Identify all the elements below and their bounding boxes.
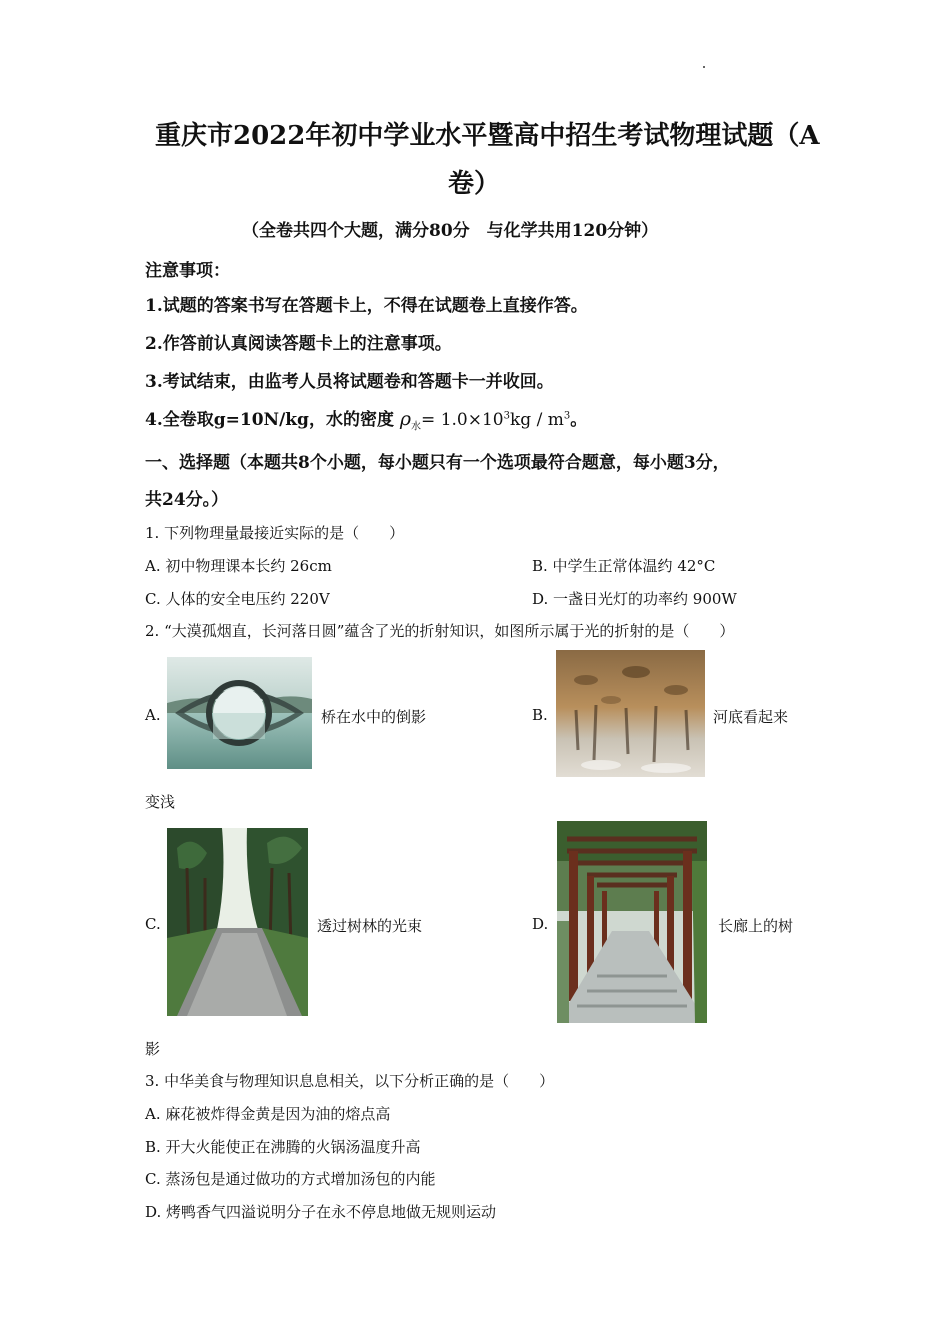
q3-option-a: A. 麻花被炸得金黄是因为油的熔点高 (145, 1105, 391, 1123)
corridor-shadow-photo (557, 821, 707, 1023)
q1-stem: 1. 下列物理量最接近实际的是（ ） (145, 524, 405, 542)
density-value: = 1.0×10 (421, 410, 504, 430)
q2-option-c-label: C. (145, 915, 161, 933)
q1-option-d: D. 一盏日光灯的功率约 900W (532, 590, 737, 608)
note-item-4-end: 。 (570, 410, 588, 430)
density-exponent: 3 (503, 410, 510, 422)
density-subscript: 水 (411, 421, 422, 433)
forest-light-beam-photo (167, 828, 308, 1016)
exam-title-line2: 卷） (448, 169, 501, 199)
density-unit-exponent: 3 (563, 410, 571, 422)
exam-subtitle: （全卷共四个大题，满分80分 与化学共用120分钟） (242, 221, 659, 241)
exam-title-line1: 重庆市2022年初中学业水平暨高中招生考试物理试题（A (155, 121, 820, 151)
note-item-1: 1.试题的答案书写在答题卡上，不得在试题卷上直接作答。 (145, 296, 588, 316)
section1-heading-line1: 一、选择题（本题共8个小题，每小题只有一个选项最符合题意，每小题3分， (145, 453, 730, 473)
q2-option-d-text-wrap: 影 (145, 1040, 161, 1058)
q2-option-b-text: 河底看起来 (713, 708, 789, 726)
q1-option-a: A. 初中物理课本长约 26cm (145, 557, 332, 575)
notes-heading: 注意事项： (145, 261, 230, 281)
density-unit: kg / m (509, 410, 564, 430)
note-item-4-prefix: 4.全卷取g=10N/kg，水的密度 (145, 410, 394, 430)
section1-heading-line2: 共24分。） (145, 490, 229, 510)
bridge-reflection-photo (167, 657, 312, 769)
q2-option-b-text-wrap: 变浅 (145, 793, 176, 811)
riverbed-photo (556, 650, 705, 777)
q3-option-c: C. 蒸汤包是通过做功的方式增加汤包的内能 (145, 1170, 436, 1188)
q1-option-b: B. 中学生正常体温约 42°C (532, 557, 716, 575)
note-item-2: 2.作答前认真阅读答题卡上的注意事项。 (145, 334, 452, 354)
q2-stem: 2. “大漠孤烟直，长河落日圆”蕴含了光的折射知识，如图所示属于光的折射的是（ ） (145, 622, 735, 640)
density-symbol: ρ (399, 408, 412, 430)
note-item-4 (145, 405, 587, 432)
q2-option-a-label: A. (145, 706, 161, 724)
q3-option-d: D. 烤鸭香气四溢说明分子在永不停息地做无规则运动 (145, 1203, 497, 1221)
q2-option-b-label: B. (532, 706, 548, 724)
note-item-3: 3.考试结束，由监考人员将试题卷和答题卡一并收回。 (145, 372, 554, 392)
q2-option-a-text: 桥在水中的倒影 (321, 708, 427, 726)
q3-stem: 3. 中华美食与物理知识息息相关，以下分析正确的是（ ） (145, 1072, 555, 1090)
stray-dot (703, 66, 705, 68)
q3-option-b: B. 开大火能使正在沸腾的火锅汤温度升高 (145, 1138, 421, 1156)
q2-option-d-text: 长廊上的树 (718, 917, 794, 935)
q2-option-d-label: D. (532, 915, 549, 933)
q1-option-c: C. 人体的安全电压约 220V (145, 590, 330, 608)
q2-option-c-text: 透过树林的光束 (317, 917, 423, 935)
